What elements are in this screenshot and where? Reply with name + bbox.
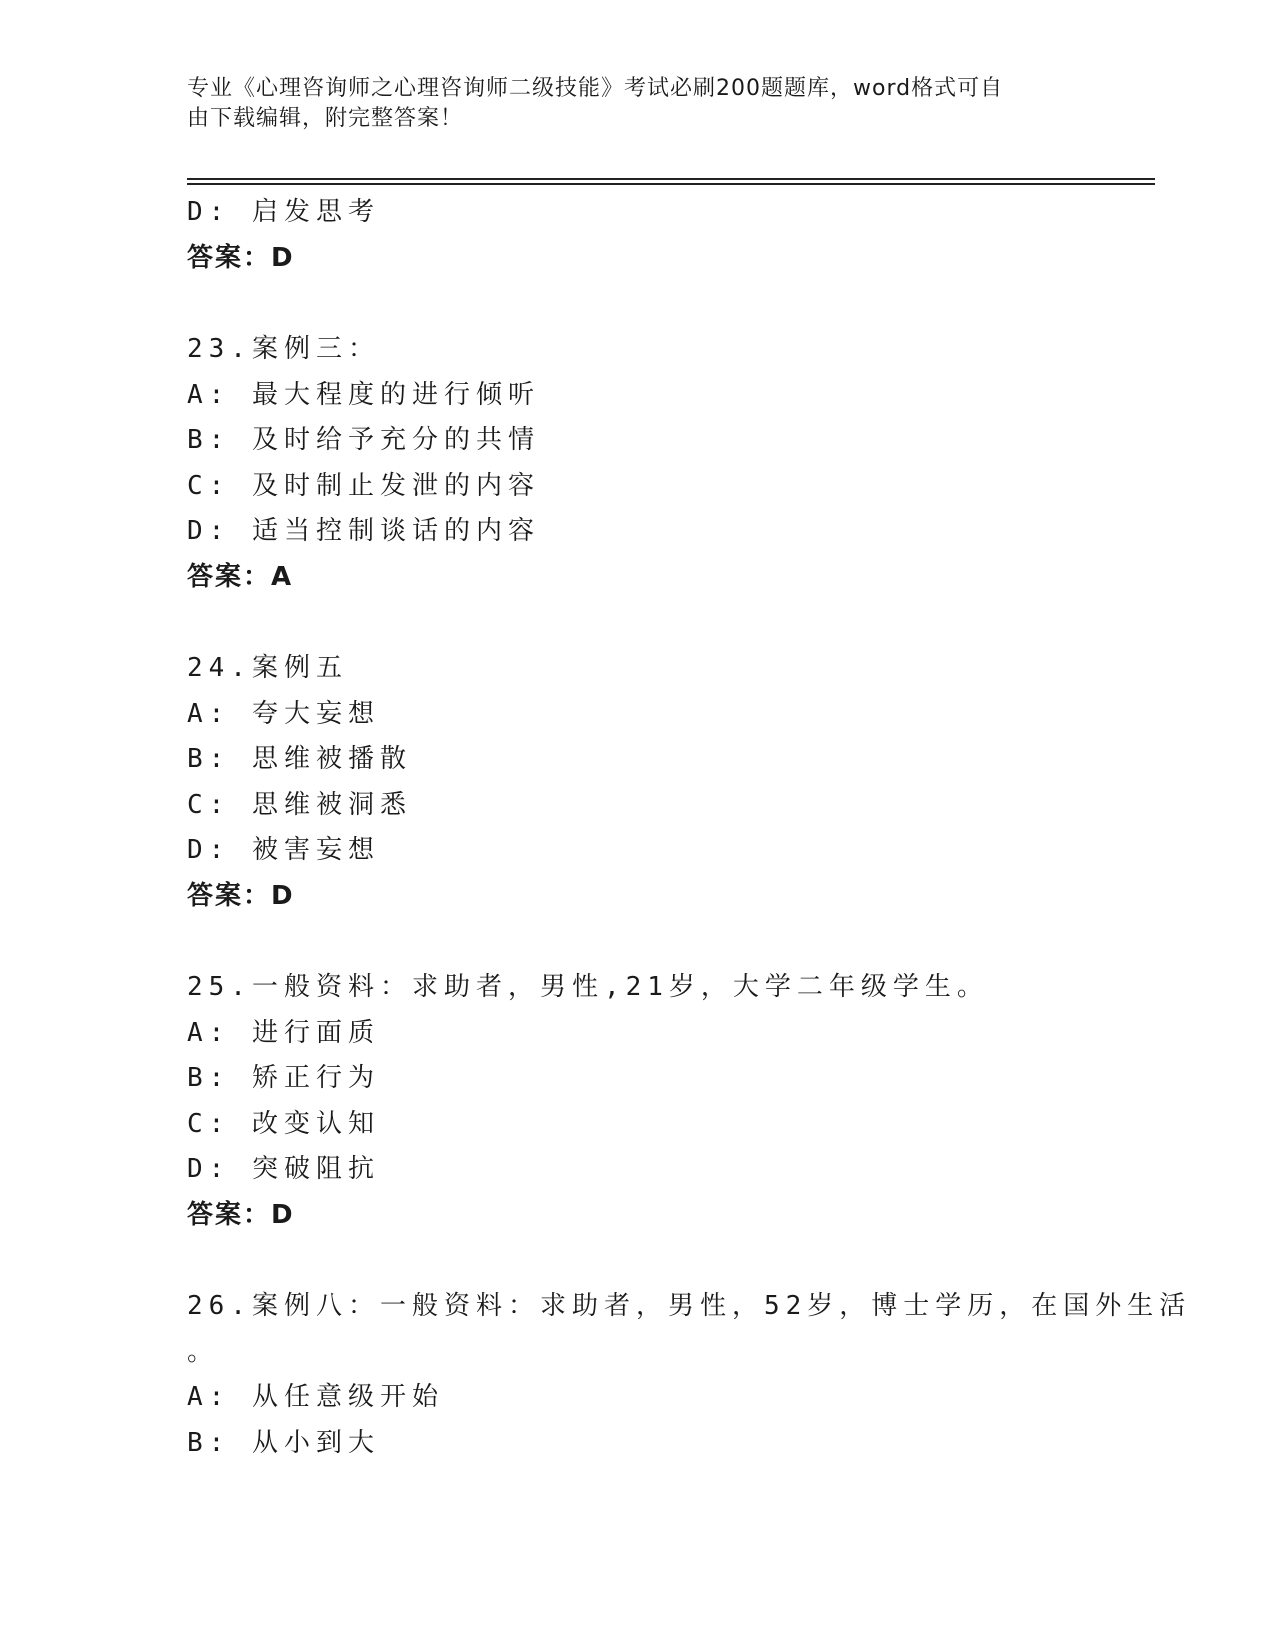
document-header (187, 74, 1067, 134)
option-a: A: 从任意级开始 (187, 1382, 444, 1412)
header-line-1: 专业《心理咨询师之心理咨询师二级技能》考试必刷200题题库，word格式可自 (187, 76, 1004, 101)
option-c: C: 思维被洞悉 (187, 789, 412, 820)
option-b: B: 思维被播散 (187, 744, 412, 774)
header-divider-top (187, 178, 1155, 180)
option-d: D: 被害妄想 (187, 835, 380, 865)
answer: 答案：D (187, 1199, 295, 1230)
question-stem: 24.案例五 (187, 653, 348, 683)
option-a: A: 最大程度的进行倾听 (187, 379, 540, 410)
option-b: B: 及时给予充分的共情 (187, 425, 540, 455)
question-list (187, 190, 1192, 1466)
option-c: C: 及时制止发泄的内容 (187, 470, 540, 501)
option-d: D: 适当控制谈话的内容 (187, 516, 540, 546)
option-d: D: 启发思考 (187, 197, 380, 227)
answer: 答案：D (187, 880, 295, 911)
option-a: A: 进行面质 (187, 1017, 380, 1048)
question-stem-continuation: 。 (187, 1336, 220, 1367)
question-stem: 26.案例八：一般资料：求助者，男性，52岁，博士学历，在国外生活 (187, 1291, 1192, 1321)
answer: 答案：D (187, 242, 295, 273)
option-d: D: 突破阻抗 (187, 1154, 380, 1184)
option-b: B: 矫正行为 (187, 1063, 380, 1093)
option-c: C: 改变认知 (187, 1108, 380, 1139)
answer: 答案：A (187, 561, 294, 592)
option-b: B: 从小到大 (187, 1427, 380, 1458)
option-a: A: 夸大妄想 (187, 698, 380, 729)
question-stem: 25.一般资料：求助者，男性,21岁，大学二年级学生。 (187, 972, 989, 1002)
header-divider-bottom (187, 183, 1155, 185)
header-line-2: 由下载编辑，附完整答案！ (187, 106, 464, 131)
question-stem: 23.案例三： (187, 334, 380, 364)
